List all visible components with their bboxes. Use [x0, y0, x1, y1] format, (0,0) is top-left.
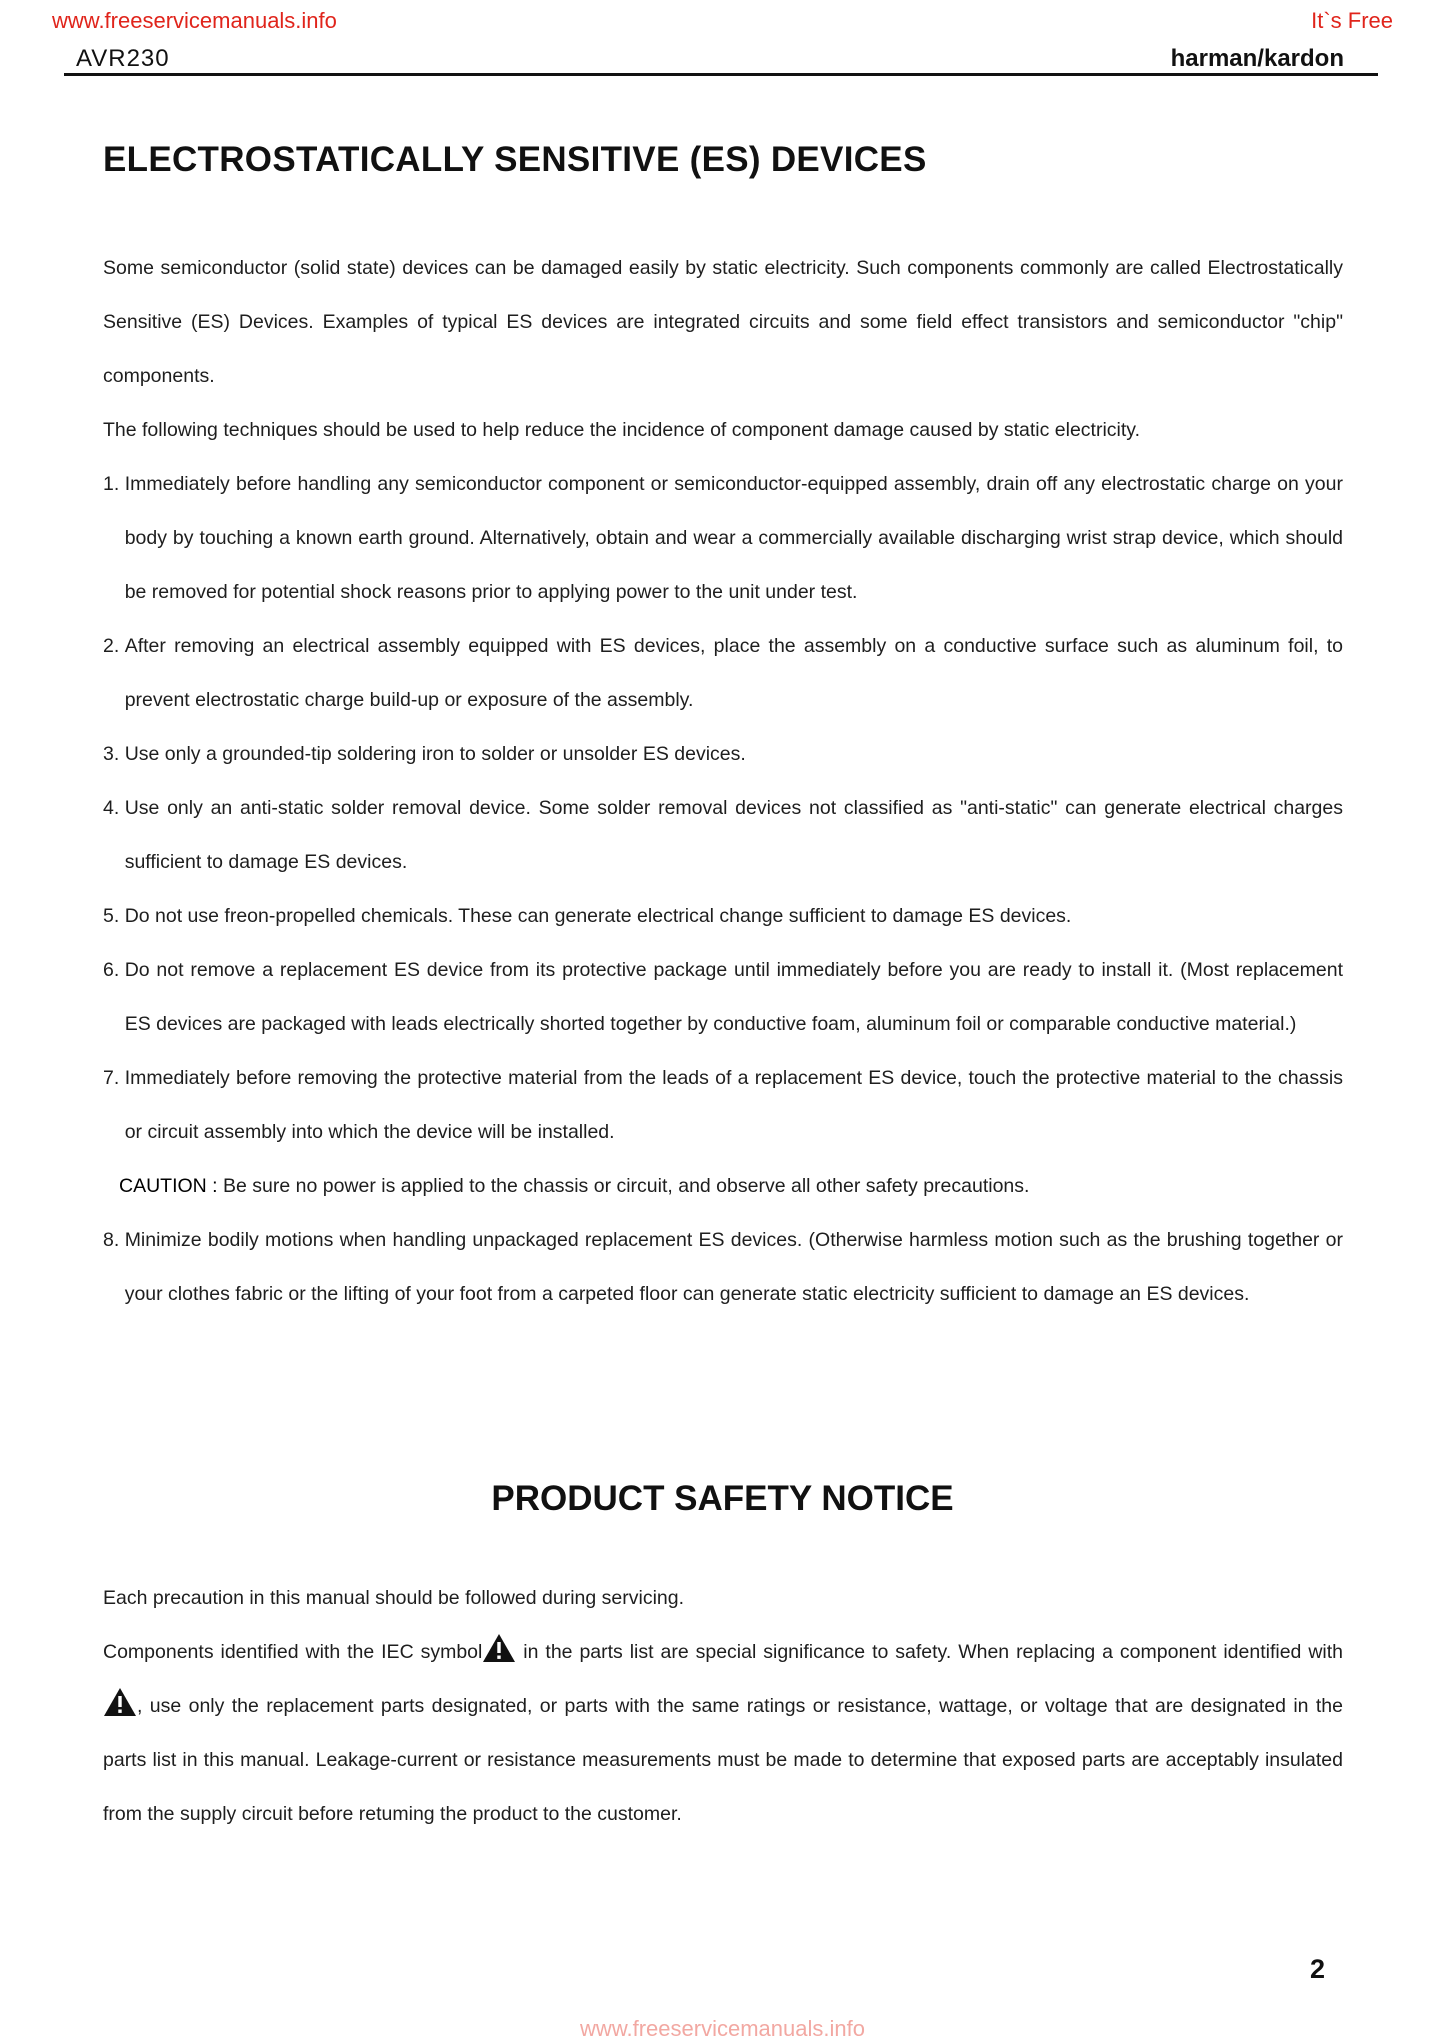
safety-paragraph-2: [103, 1625, 1343, 1841]
list-item: [103, 457, 1343, 619]
list-item-text: After removing an electrical assembly equipped with ES devices, place the assembly on a conductive surface such as aluminum foil, to prevent electrostatic charge build-up or exposure of the assembly.: [124, 635, 1343, 711]
list-item: [103, 1213, 1343, 1321]
safety-text-b: in the parts list are special significance to safety. When replacing a component identified with: [516, 1641, 1343, 1663]
warning-triangle-icon: [103, 1687, 137, 1717]
safety-text-c: , use only the replacement parts designated, or parts with the same ratings or resistance, wattage, or voltage that are designated in the parts list in this manual. Leakage-current or resistance measurements must be made to determine that exposed parts are acceptably insulated from the supply circuit before retuming the product to the customer.: [103, 1695, 1343, 1825]
es-lead-paragraph: The following techniques should be used to help reduce the incidence of component damage caused by static electricity.: [103, 419, 1141, 441]
list-item: [103, 727, 1343, 781]
list-item-number: 2.: [103, 635, 125, 657]
list-item: [103, 781, 1343, 889]
safety-paragraph-1: Each precaution in this manual should be followed during servicing.: [103, 1587, 685, 1609]
list-item-number: 5.: [103, 905, 125, 927]
list-item-text: Minimize bodily motions when handling unpackaged replacement ES devices. (Otherwise harmless motion such as the brushing together or your clothes fabric or the lifting of your foot from a carpeted floor can generate static electricity sufficient to damage an ES devices.: [124, 1229, 1343, 1305]
watermark-top-left: www.freeservicemanuals.info: [52, 8, 337, 33]
list-item-number: 3.: [103, 743, 125, 765]
brand-name: harman/kardon: [1170, 45, 1344, 72]
watermark-top-right: It`s Free: [1311, 8, 1393, 33]
list-item-text: Use only an anti-static solder removal device. Some solder removal devices not classified as "anti-static" can generate electrical charges sufficient to damage ES devices.: [124, 797, 1343, 873]
caution-note: [103, 1159, 1343, 1213]
es-section-title: ELECTROSTATICALLY SENSITIVE (ES) DEVICES: [103, 140, 927, 179]
safety-section-body: [103, 1571, 1343, 1841]
warning-triangle-icon: [482, 1633, 516, 1663]
list-item-text: Do not use freon-propelled chemicals. These can generate electrical change sufficient to damage ES devices.: [124, 905, 1072, 927]
es-intro-paragraph: Some semiconductor (solid state) devices can be damaged easily by static electricity. Such components commonly are called Electrostatically Sensitive (ES) Devices. Examples of typical ES devices are integrated circuits and some field effect transistors and semiconductor "chip" components.: [103, 257, 1343, 387]
list-item: [103, 889, 1343, 943]
list-item-text: Do not remove a replacement ES device from its protective package until immediately before you are ready to install it. (Most replacement ES devices are packaged with leads electrically shorted together by conductive foam, aluminum foil or comparable conductive material.): [124, 959, 1343, 1035]
list-item-number: 8.: [103, 1229, 125, 1251]
list-item-number: 7.: [103, 1067, 125, 1089]
list-item-text: Immediately before removing the protective material from the leads of a replacement ES device, touch the protective material to the chassis or circuit assembly into which the device will be installed.: [124, 1067, 1343, 1143]
header-rule: [64, 73, 1378, 76]
caution-label: CAUTION :: [119, 1175, 218, 1197]
list-item: [103, 619, 1343, 727]
list-item: [103, 1051, 1343, 1159]
list-item-text: Use only a grounded-tip soldering iron to solder or unsolder ES devices.: [124, 743, 746, 765]
list-item-number: 1.: [103, 473, 125, 495]
watermark-bottom: www.freeservicemanuals.info: [580, 2016, 865, 2041]
list-item-number: 6.: [103, 959, 125, 981]
list-item-text: Immediately before handling any semiconductor component or semiconductor-equipped assembly, drain off any electrostatic charge on your body by touching a known earth ground. Alternatively, obtain and wear a commercially available discharging wrist strap device, which should be removed for potential shock reasons prior to applying power to the unit under test.: [124, 473, 1343, 603]
safety-section-title: PRODUCT SAFETY NOTICE: [491, 1479, 954, 1518]
model-name: AVR230: [76, 45, 170, 72]
list-item: [103, 943, 1343, 1051]
list-item-number: 4.: [103, 797, 125, 819]
caution-text: Be sure no power is applied to the chassis or circuit, and observe all other safety precautions.: [217, 1175, 1030, 1197]
safety-text-a: Components identified with the IEC symbol: [103, 1641, 483, 1663]
es-section-body: [103, 241, 1343, 1321]
page-number: 2: [1309, 1954, 1325, 1984]
